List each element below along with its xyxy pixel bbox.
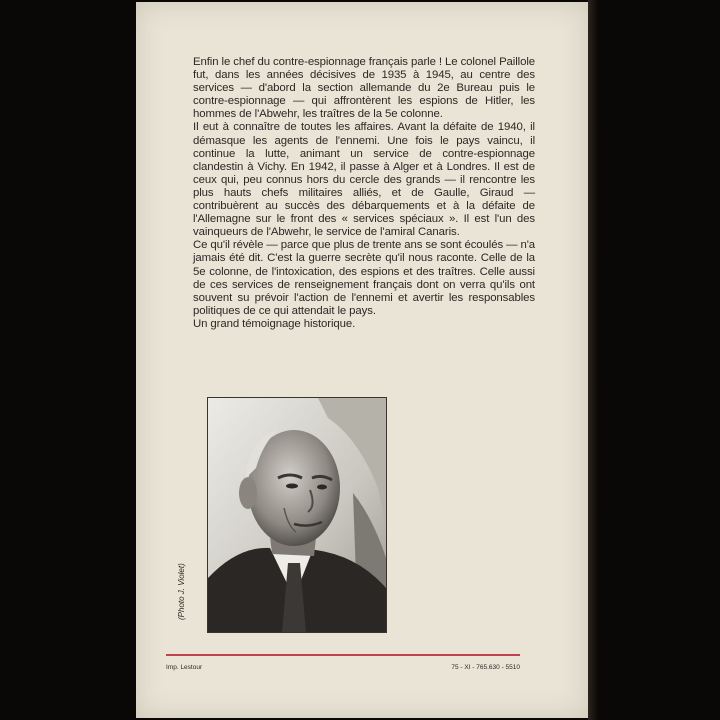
photo-credit: (Photo J. Violet)	[177, 563, 186, 620]
blurb-text	[193, 56, 535, 331]
blurb-paragraph: Il eut à connaître de toutes les affaires. Avant la défaite de 1940, il démasque les agents de l'ennemi. Une fois le pays vaincu, il continue la lutte, animant un service de contre-espionnage clandestin à Vichy. En 1942, il passe à Alger et à Londres. Il est de ceux qui, peu connus hors du cercle des grands — il rencontre les plus hauts chefs militaires alliés, et de Gaulle, Giraud — contribuèrent au succès des débarquements et à la défaite de l'Allemagne sur le front des « services spéciaux ». Il est l'un des vainqueurs de l'Abwehr, le service de l'amiral Canaris.	[193, 121, 535, 239]
blurb-paragraph: Ce qu'il révèle — parce que plus de trente ans se sont écoulés — n'a jamais été dit. C'est la guerre secrète qu'il nous raconte. Celle de la 5e colonne, de l'intoxication, des espions et des traîtres. Celle aussi de ces services de renseignement français dont on verra qu'ils ont souvent su prévoir l'action de l'ennemi et avertir les responsables politiques de ce qui attendait le pays.	[193, 239, 535, 317]
author-portrait-photo	[208, 398, 386, 632]
blurb-paragraph: Enfin le chef du contre-espionnage français parle ! Le colonel Paillole fut, dans les années décisives de 1935 à 1945, au centre des services — d'abord la section allemande du 2e Bureau puis le contre-espionnage — qui affrontèrent les espions de Hitler, les hommes de l'Abwehr, les traîtres de la 5e colonne.	[193, 56, 535, 121]
red-divider-rule	[166, 654, 520, 656]
catalog-number: 75 - XI - 765.630 - 5510	[451, 664, 520, 671]
printer-imprint: Imp. Lestour	[166, 664, 203, 671]
cover-edge-shadow	[588, 0, 598, 720]
portrait-image	[208, 398, 386, 632]
blurb-paragraph: Un grand témoignage historique.	[193, 317, 356, 330]
